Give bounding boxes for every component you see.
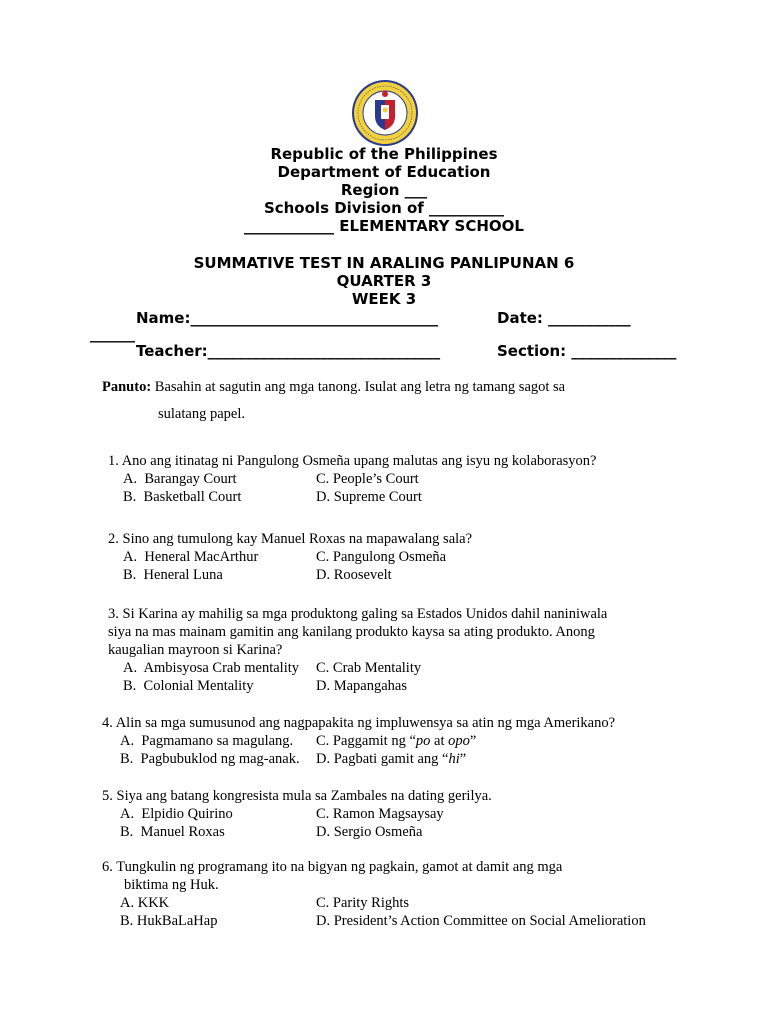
q1-choice-c: C. People’s Court	[316, 471, 419, 487]
name-overflow-line: ______	[90, 325, 135, 343]
q1-choice-a: A. Barangay Court	[123, 471, 237, 487]
q3-stem-line-2: siya na mas mainam gamitin ang kanilang produkto kaysa sa ating produkto. Anong	[108, 624, 595, 640]
q3-choice-b: B. Colonial Mentality	[123, 678, 254, 694]
q5-choice-a: A. Elpidio Quirino	[120, 806, 233, 822]
q5-choice-d: D. Sergio Osmeña	[316, 824, 423, 840]
q3-choice-d: D. Mapangahas	[316, 678, 408, 694]
q2-choice-a: A. Heneral MacArthur	[123, 549, 259, 565]
q2-choice-b: B. Heneral Luna	[123, 567, 223, 583]
q5-choice-c: C. Ramon Magsaysay	[316, 806, 444, 822]
test-quarter: QUARTER 3	[336, 272, 432, 290]
q6-choice-d: D. President’s Action Committee on Social Amelioration	[316, 913, 646, 929]
header-department: Department of Education	[277, 163, 491, 181]
q1-choice-d: D. Supreme Court	[316, 489, 422, 505]
q2-stem: 2. Sino ang tumulong kay Manuel Roxas na mapawalang sala?	[108, 531, 473, 547]
q2-choice-d: D. Roosevelt	[316, 567, 392, 583]
school-header	[0, 145, 768, 235]
q4-choice-a: A. Pagmamano sa magulang.	[120, 733, 294, 749]
q4-choice-c: C. Paggamit ng “po at opo”	[316, 733, 477, 749]
header-division: Schools Division of __________	[263, 199, 505, 217]
date-field: Date: ___________	[497, 309, 631, 327]
q1-stem: 1. Ano ang itinatag ni Pangulong Osmeña upang malutas ang isyu ng kolaborasyon?	[108, 453, 597, 469]
section-field: Section: ______________	[497, 342, 677, 360]
q2-choice-c: C. Pangulong Osmeña	[316, 549, 447, 565]
q6-choice-c: C. Parity Rights	[316, 895, 410, 911]
q3-stem-line-3: kaugalian mayroon si Karina?	[108, 642, 283, 658]
teacher-field: Teacher:_______________________________	[136, 342, 441, 360]
q4-choice-d: D. Pagbati gamit ang “hi”	[316, 751, 467, 767]
q6-stem-line-1: 6. Tungkulin ng programang ito na bigyan ng pagkain, gamot at damit ang mga	[102, 859, 563, 875]
q1-choice-b: B. Basketball Court	[123, 489, 242, 505]
q3-choice-c: C. Crab Mentality	[316, 660, 422, 676]
test-week: WEEK 3	[351, 290, 417, 308]
q5-stem: 5. Siya ang batang kongresista mula sa Zambales na dating gerilya.	[102, 788, 492, 804]
instructions	[102, 378, 565, 396]
q3-stem-line-1: 3. Si Karina ay mahilig sa mga produktong galing sa Estados Unidos dahil naniniwala	[108, 606, 608, 622]
q4-choice-b: B. Pagbubuklod ng mag-anak.	[120, 751, 300, 767]
instructions-label: Panuto:	[102, 379, 152, 395]
q6-stem-line-2: biktima ng Huk.	[124, 877, 219, 893]
test-subject: SUMMATIVE TEST IN ARALING PANLIPUNAN 6	[193, 254, 575, 272]
header-region: Region ___	[340, 181, 428, 199]
header-republic: Republic of the Philippines	[270, 145, 498, 163]
instructions-text-2: sulatang papel.	[158, 406, 245, 422]
instructions-text: Basahin at sagutin ang mga tanong. Isulat ang letra ng tamang sagot sa	[151, 379, 566, 395]
q6-choice-a: A. KKK	[120, 895, 170, 911]
deped-seal-logo	[350, 78, 420, 148]
name-field: Name:_________________________________	[136, 309, 438, 327]
q6-choice-b: B. HukBaLaHap	[120, 913, 218, 929]
test-title	[0, 254, 768, 308]
q3-choice-a: A. Ambisyosa Crab mentality	[123, 660, 299, 676]
q4-stem: 4. Alin sa mga sumusunod ang nagpapakita ng impluwensya sa atin ng mga Amerikano?	[102, 715, 616, 731]
header-school: ____________ ELEMENTARY SCHOOL	[244, 217, 524, 235]
q5-choice-b: B. Manuel Roxas	[120, 824, 225, 840]
